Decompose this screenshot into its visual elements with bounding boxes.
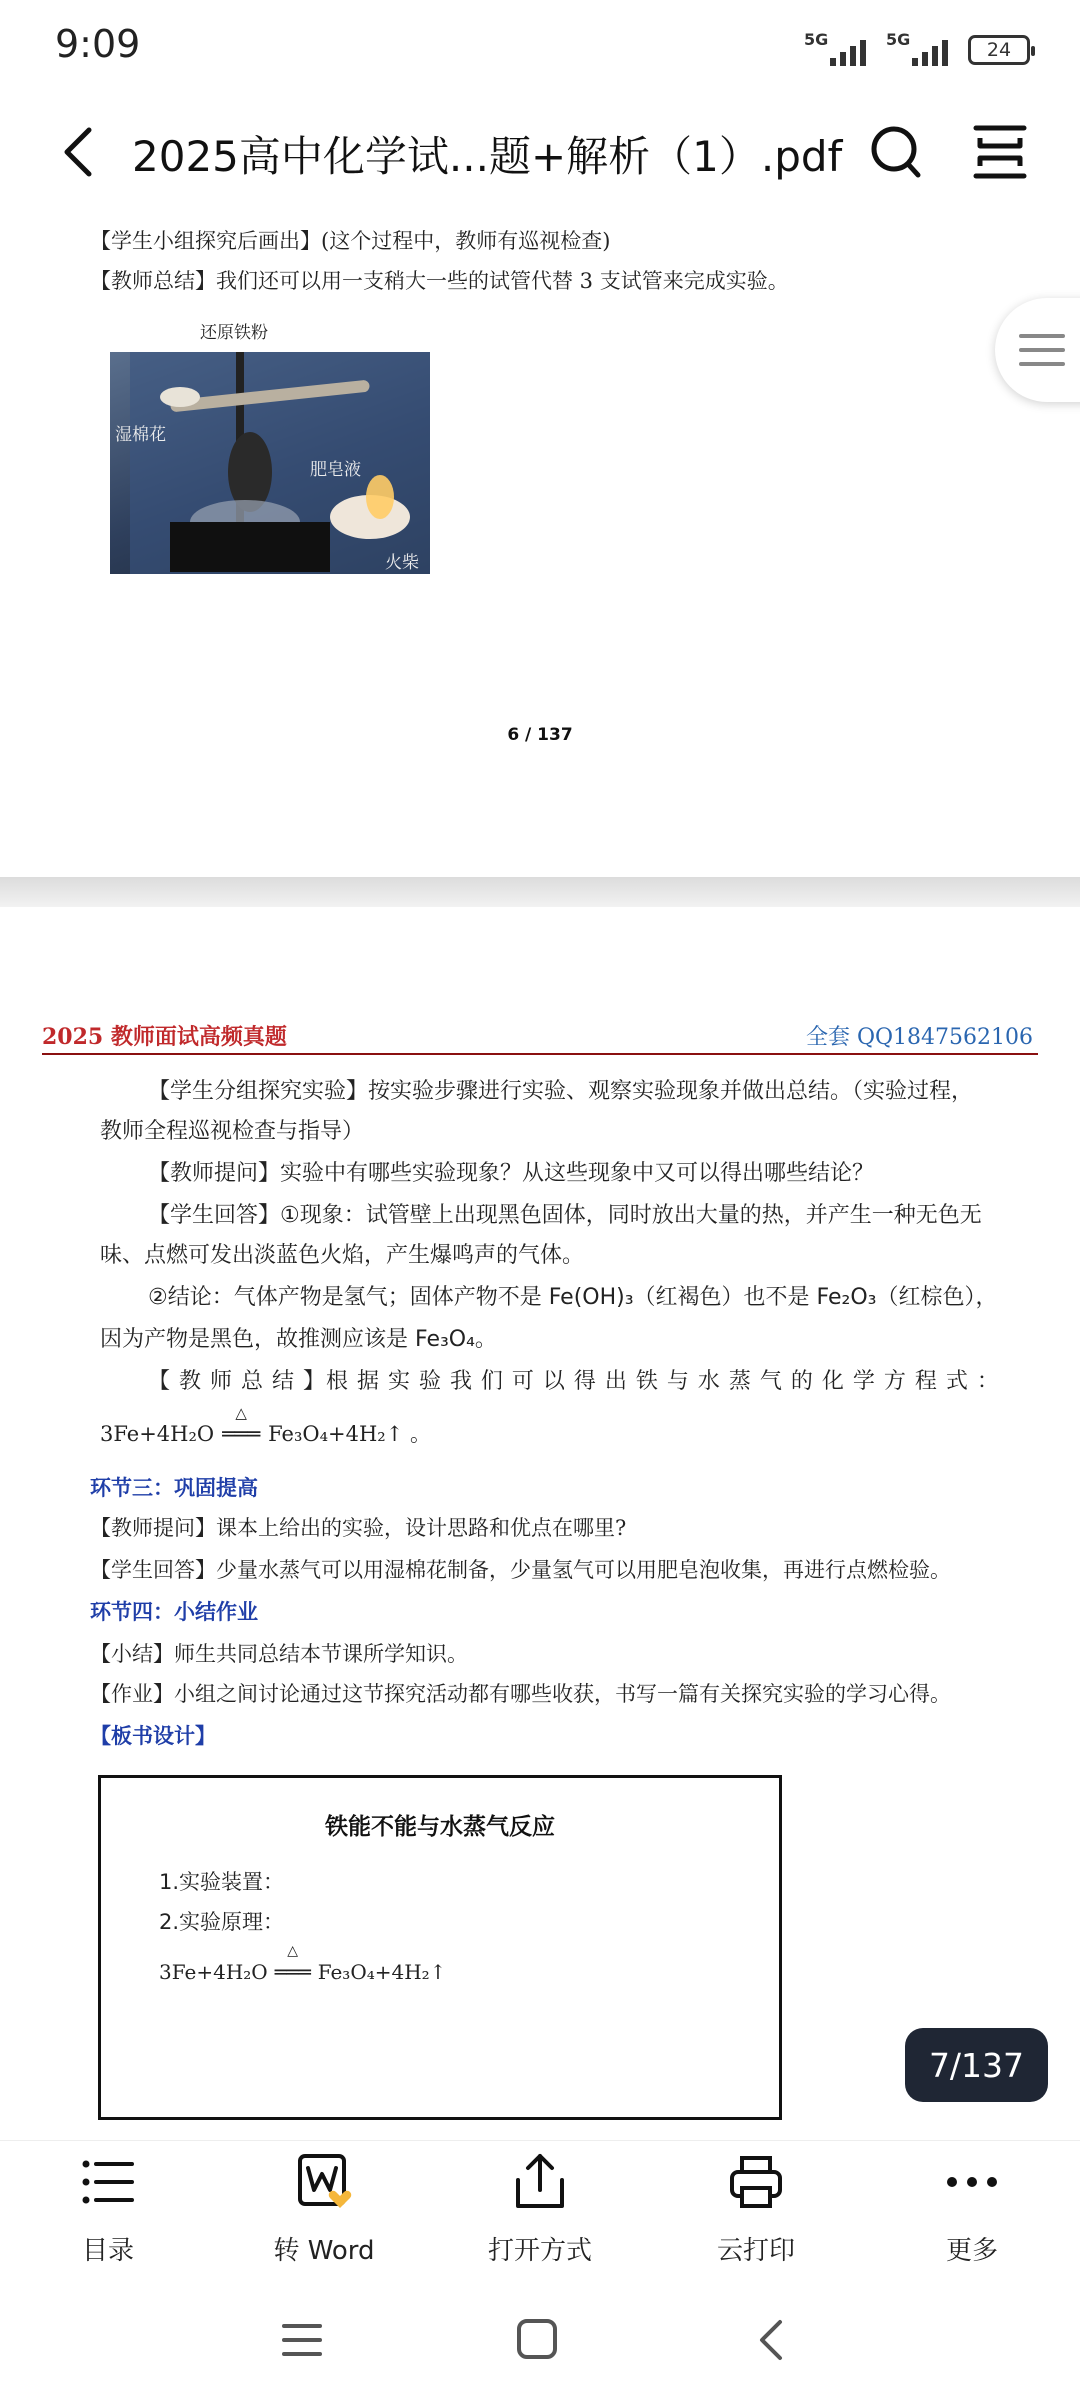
page6-text-line: 【学生小组探究后画出】(这个过程中，教师有巡视检查) [90, 229, 611, 253]
signal-icon [886, 30, 954, 70]
section-heading: 环节四：小结作业 [90, 1600, 258, 1624]
photo-label-iron-powder: 还原铁粉 [200, 323, 268, 343]
header-divider [42, 1053, 1038, 1055]
paragraph-line: 【教师提问】课本上给出的实验，设计思路和优点在哪里? [90, 1516, 627, 1540]
board-item: 2.实验原理： [159, 1910, 285, 1934]
equation-products: Fe₃O₄+4H₂↑ [317, 1960, 447, 1984]
status-bar [0, 0, 1080, 100]
chemical-equation [100, 1404, 431, 1448]
photo-label-wet-cotton: 湿棉花 [115, 425, 166, 445]
status-time: 9:09 [55, 22, 141, 66]
cloud-print-button[interactable] [676, 2150, 836, 2280]
heating-arrow: △ ═══ [268, 1960, 318, 1984]
page-number: 6 / 137 [507, 725, 573, 745]
network-type-label: 5G [804, 30, 829, 49]
page6-text-line: 【教师总结】我们还可以用一支稍大一些的试管代替 3 支试管来完成实验。 [90, 269, 789, 293]
search-icon [868, 122, 924, 182]
toolbar-label: 云打印 [716, 2236, 795, 2266]
paragraph-line: 【教师提问】实验中有哪些实验现象？从这些现象中又可以得出哪些结论？ [148, 1161, 875, 1186]
equation-reactants: 3Fe+4H₂O [159, 1960, 268, 1984]
word-convert-icon [292, 2150, 356, 2214]
board-equation [159, 1943, 447, 1984]
network-type-label: 5G [886, 30, 911, 49]
board-item: 1.实验装置： [159, 1870, 285, 1894]
heating-arrow: △ ═══ [214, 1422, 268, 1446]
toolbar-label: 打开方式 [487, 2236, 592, 2266]
paragraph-line: 【学生分组探究实验】按实验步骤进行实验、观察实验现象并做出总结。（实验过程， [148, 1079, 974, 1104]
open-with-button[interactable] [460, 2150, 620, 2280]
more-icon [940, 2150, 1004, 2214]
share-icon [508, 2150, 572, 2214]
paragraph-line: 【学生回答】①现象：试管壁上出现黑色固体，同时放出大量的热，并产生一种无色无 [148, 1203, 982, 1228]
paragraph-line: ②结论：气体产物是氢气；固体产物不是 Fe(OH)₃（红褐色）也不是 Fe₂O₃（红棕色）， [148, 1285, 998, 1310]
view-mode-button[interactable] [970, 122, 1030, 182]
menu-lines-icon [1017, 298, 1077, 402]
status-icons [804, 30, 1030, 70]
paragraph-line: 【 教 师 总 结 】根 据 实 验 我 们 可 以 得 出 铁 与 水 蒸 气 的 化 学 方 程 式 ： [148, 1369, 1000, 1394]
more-button[interactable] [892, 2150, 1052, 2280]
toolbar-label: 目录 [81, 2236, 134, 2266]
back-arrow-icon [55, 122, 105, 182]
apparatus-illustration [110, 352, 430, 574]
page-gap [0, 877, 1080, 907]
signal-icon [804, 30, 872, 70]
blackboard-design-box [98, 1775, 782, 2120]
page-header-right: 全套 QQ1847562106 [805, 1025, 1033, 1050]
heat-symbol: △ [235, 1404, 247, 1422]
back-icon[interactable] [752, 2316, 792, 2364]
search-button[interactable] [868, 122, 924, 182]
toc-button[interactable] [28, 2150, 188, 2280]
photo-label-soap: 肥皂液 [310, 460, 361, 480]
list-icon [76, 2150, 140, 2214]
paragraph-line: 味、点燃可发出淡蓝色火焰，产生爆鸣声的气体。 [100, 1243, 585, 1268]
paragraph-line: 【小结】师生共同总结本节课所学知识。 [90, 1642, 468, 1666]
document-title: 2025高中化学试...题+解析（1）.pdf [132, 132, 843, 181]
paragraph-line: 教师全程巡视检查与指导） [100, 1119, 365, 1144]
page-indicator: 7/137 [905, 2028, 1048, 2102]
photo-label-match: 火柴 [385, 553, 419, 573]
view-mode-icon [970, 122, 1030, 182]
toolbar-label: 转 Word [273, 2236, 375, 2266]
menu-icon[interactable] [280, 2318, 324, 2362]
toolbar-label: 更多 [945, 2236, 998, 2266]
paragraph-line: 因为产物是黑色，故推测应该是 Fe₃O₄。 [100, 1327, 497, 1352]
battery-level: 24 [986, 39, 1012, 61]
equation-products: Fe₃O₄+4H₂↑ 。 [268, 1422, 431, 1446]
section-heading: 【板书设计】 [90, 1724, 216, 1748]
paragraph-line: 【学生回答】少量水蒸气可以用湿棉花制备，少量氢气可以用肥皂泡收集，再进行点燃检验。 [90, 1558, 951, 1582]
home-icon[interactable] [514, 2316, 560, 2362]
convert-word-button[interactable] [244, 2150, 404, 2280]
experiment-photo [110, 352, 430, 574]
back-button[interactable] [55, 122, 105, 182]
paragraph-line: 【作业】小组之间讨论通过这节探究活动都有哪些收获，书写一篇有关探究实验的学习心得。 [90, 1682, 951, 1706]
section-heading: 环节三：巩固提高 [90, 1476, 258, 1500]
battery-icon [968, 35, 1030, 65]
board-title: 铁能不能与水蒸气反应 [325, 1814, 555, 1840]
system-nav-bar [0, 2292, 1080, 2401]
printer-icon [724, 2150, 788, 2214]
equation-reactants: 3Fe+4H₂O [100, 1422, 215, 1446]
heat-symbol: △ [287, 1943, 299, 1959]
page-header-left: 2025 教师面试高频真题 [42, 1024, 287, 1050]
